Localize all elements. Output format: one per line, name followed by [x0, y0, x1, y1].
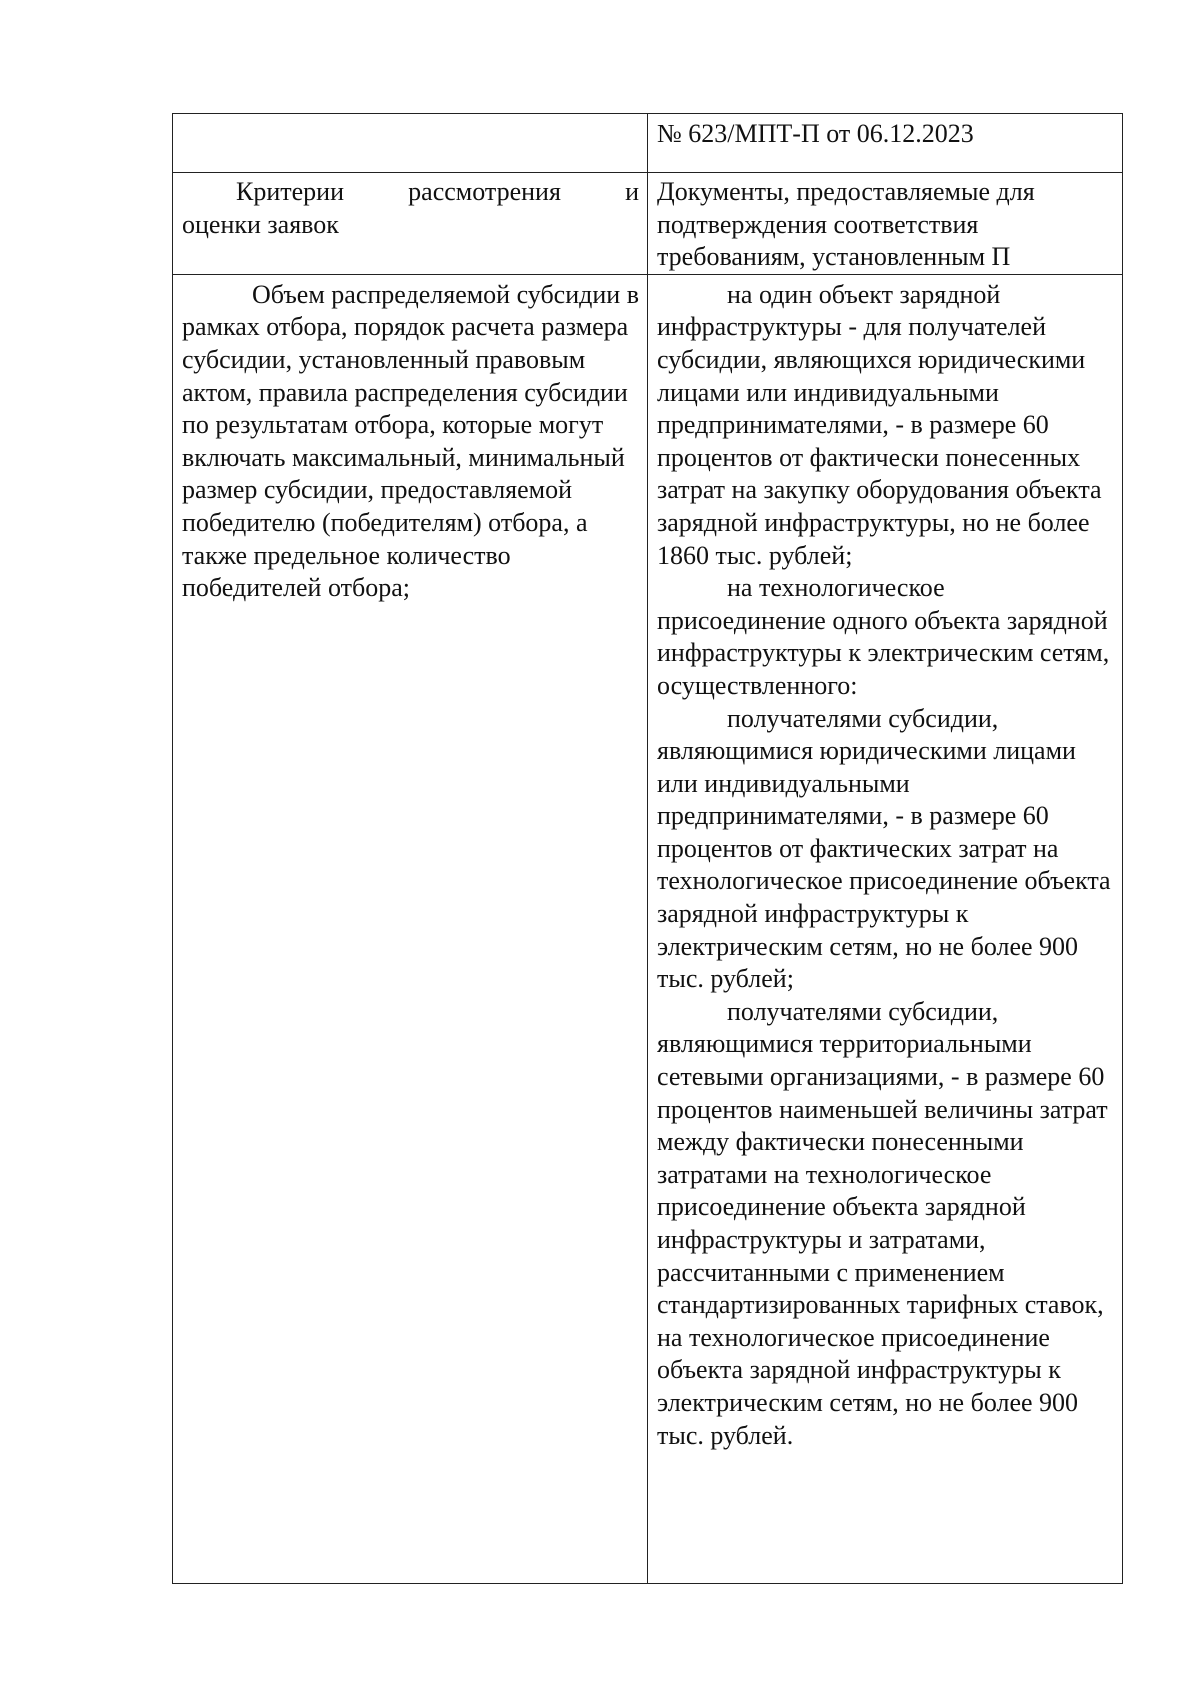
- subsidy-paragraph-2: на технологическое присоединение одного объекта зарядной инфраструктуры к электрическим сетям, осуществленного:: [657, 573, 1110, 700]
- table-row-document-number: [173, 114, 1123, 173]
- subsidy-paragraph-4: получателями субсидии, являющимися территориальными сетевыми организациями, - в размере 60 процентов наименьшей величины затрат между фактически понесенными затратами на технологическое присоединение объекта зарядной инфраструктуры и затратами, рассчитанными с применением стандартизированных тарифных ставок, на технологическое присоединение объекта зарядной инфраструктуры к электрическим сетям, но не более 900 тыс. рублей.: [657, 996, 1108, 1450]
- header-criteria-line2: оценки заявок: [182, 209, 339, 239]
- criteria-table: [172, 113, 1123, 1584]
- subsidy-paragraph-3: получателями субсидии, являющимися юридическими лицами или индивидуальными предпринимателями, - в размере 60 процентов от фактических затрат на технологическое присоединение объекта зарядной инфраструктуры к электрическим сетям, но не более 900 тыс. рублей;: [657, 703, 1111, 994]
- table-row: [173, 274, 1123, 1583]
- header-documents-text: Документы, предоставляемые для подтверждения соответствия требованиям, установленным П: [657, 177, 1035, 272]
- header-criteria-cell: [173, 173, 648, 275]
- header-documents-cell: [648, 173, 1123, 275]
- criteria-description-cell: [173, 274, 648, 1583]
- subsidy-paragraph-1: на один объект зарядной инфраструктуры - для получателей субсидии, являющихся юридическими лицами или индивидуальными предпринимателями, - в размере 60 процентов от фактически понесенных затрат на закупку оборудования объекта зарядной инфраструктуры, но не более 1860 тыс. рублей;: [657, 279, 1102, 570]
- cell-empty: [173, 114, 648, 173]
- criteria-description-text: Объем распределяемой субсидии в рамках отбора, порядок расчета размера субсидии, установленный правовым актом, правила распределения субсидии по результатам отбора, которые могут включать максимальный, минимальный размер субсидии, предоставляемой победителю (победителям) отбора, а также предельное количество победителей отбора;: [182, 279, 639, 603]
- cell-document-number: [648, 114, 1123, 173]
- document-number: № 623/МПТ-П от 06.12.2023: [657, 119, 974, 148]
- header-criteria-line1: Критерии рассмотрения и: [236, 177, 639, 206]
- subsidy-details-cell: [648, 274, 1123, 1583]
- table-header-row: [173, 173, 1123, 275]
